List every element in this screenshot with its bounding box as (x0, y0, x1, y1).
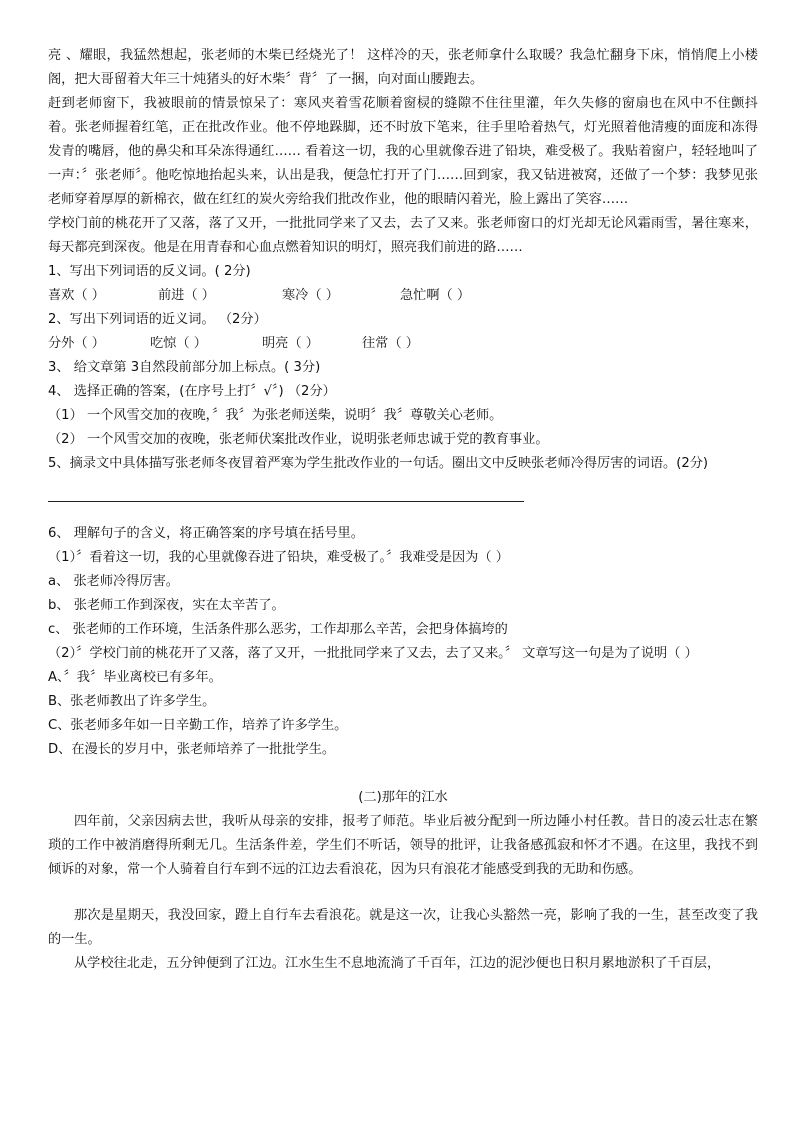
section-2-title: (二)那年的江水 (358, 790, 448, 805)
q6-sub1-option-c: c、 张老师的工作环境，生活条件那么恶劣，工作却那么辛苦，会把身体搞垮的 (48, 622, 508, 637)
answer-line[interactable] (48, 500, 524, 502)
q6-sub2-option-a: A、〞我〞毕业离校已有多年。 (48, 670, 222, 685)
q2-item-4: 往常（ ） (362, 336, 419, 351)
q6-sub1-option-b: b、 张老师工作到深夜，实在太辛苦了。 (48, 598, 285, 613)
question-5: 5、摘录文中具体描写张老师冬夜冒着严寒为学生批改作业的一句话。圈出文中反映张老师冷得厉害的词语。(2分) (48, 456, 709, 471)
question-1-items (48, 284, 758, 308)
question-4-option-2: （2） 一个风雪交加的夜晚，张老师伏案批改作业，说明张老师忠诚于党的教育事业。 (48, 432, 549, 447)
q1-item-2: 前进（ ） (158, 288, 215, 303)
passage1-paragraph-1: 亮 、耀眼，我猛然想起，张老师的木柴已经烧光了！ 这样冷的天，张老师拿什么取暖？我急忙翻身下床，悄悄爬上小楼阁，把大哥留着大年三十炖猪头的好木柴〞背〞了一捆，向对面山腰跑去。 (48, 48, 758, 87)
question-6-sub1: （1）〞看着这一切，我的心里就像吞进了铅块，难受极了。〞我难受是因为（ ） (48, 550, 509, 565)
question-4-title: 4、 选择正确的答案，(在序号上打〞√〞) （2分） (48, 384, 336, 399)
passage1-paragraph-2: 赶到老师窗下，我被眼前的情景惊呆了：寒风夹着雪花顺着窗棂的缝隙不住往里灌，年久失修的窗扇也在风中不住颤抖着。张老师握着红笔，正在批改作业。他不停地跺脚，还不时放下笔来，往手里哈着热气，灯光照着他清瘦的面庞和冻得发青的嘴唇，他的鼻尖和耳朵冻得通红…… 看着这一切，我的心里就像吞进了铅块，难受极了。我贴着窗户，轻轻地叫了一声：〞张老师〞。他吃惊地抬起头来，认出是我，便急忙打开了门……回到家，我又钻进被窝，还做了一个梦：我梦见张老师穿着厚厚的新棉衣，做在红红的炭火旁给我们批改作业，他的眼睛闪着光，脸上露出了笑容…… (48, 96, 758, 207)
q2-item-1: 分外（ ） (48, 336, 105, 351)
q6-sub2-option-d: D、在漫长的岁月中，张老师培养了一批批学生。 (48, 742, 336, 757)
question-1-title: 1、写出下列词语的反义词。( 2分) (48, 264, 251, 279)
question-6-title: 6、 理解句子的含义，将正确答案的序号填在括号里。 (48, 526, 364, 541)
q6-sub2-option-c: C、张老师多年如一日辛勤工作，培养了许多学生。 (48, 718, 348, 733)
q6-sub2-option-b: B、张老师教出了许多学生。 (48, 694, 216, 709)
question-6-sub2: （2）〞学校门前的桃花开了又落，落了又开，一批批同学来了又去，去了又来。〞 文章写这一句是为了说明（ ） (48, 646, 698, 661)
passage1-paragraph-3: 学校门前的桃花开了又落，落了又开，一批批同学来了又去，去了又来。张老师窗口的灯光却无论风霜雨雪，暑往寒来，每天都亮到深夜。他是在用青春和心血点燃着知识的明灯，照亮我们前进的路…… (48, 216, 758, 255)
q2-item-3: 明亮（ ） (262, 336, 319, 351)
q6-sub1-option-a: a、 张老师冷得厉害。 (48, 574, 179, 589)
document-page (48, 44, 758, 976)
question-2-items (48, 332, 758, 356)
q1-item-1: 喜欢（ ） (48, 288, 105, 303)
question-2-title: 2、写出下列词语的近义词。 （2分） (48, 312, 267, 327)
section-2-paragraph-1: 四年前，父亲因病去世，我听从母亲的安排，报考了师范。毕业后被分配到一所边陲小村任教。昔日的凌云壮志在繁琐的工作中被消磨得所剩无几。生活条件差，学生们不听话，领导的批评，让我备感孤寂和怀才不遇。在这里，我找不到倾诉的对象，常一个人骑着自行车到不远的江边去看浪花，因为只有浪花才能感受到我的无助和伤感。 (48, 814, 758, 877)
question-4-option-1: （1） 一个风雪交加的夜晚，〞我〞为张老师送柴，说明〞我〞尊敬关心老师。 (48, 408, 503, 423)
question-3: 3、 给文章第 3自然段前部分加上标点。( 3分) (48, 360, 321, 375)
section-2-paragraph-2: 那次是星期天，我没回家，蹬上自行车去看浪花。就是这一次，让我心头豁然一亮，影响了我的一生，甚至改变了我的一生。 (48, 908, 758, 947)
q1-item-4: 急忙啊（ ） (400, 288, 471, 303)
q2-item-2: 吃惊（ ） (150, 336, 207, 351)
section-2-paragraph-3: 从学校往北走，五分钟便到了江边。江水生生不息地流淌了千百年，江边的泥沙便也日积月累地淤积了千百层， (74, 956, 721, 971)
q1-item-3: 寒冷（ ） (282, 288, 339, 303)
